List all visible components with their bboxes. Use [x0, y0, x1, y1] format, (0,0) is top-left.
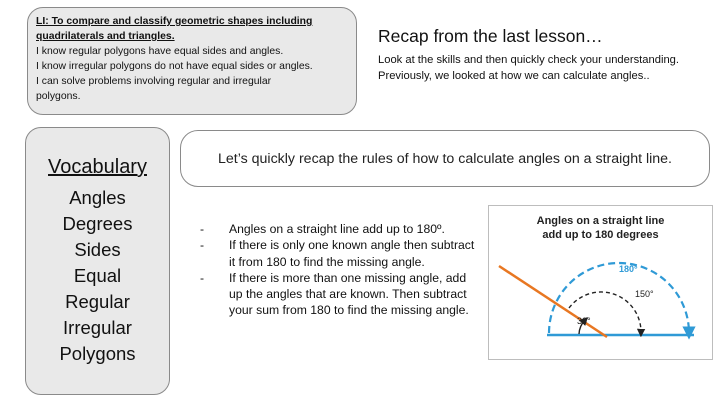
- vocab-word-degrees: Degrees: [62, 213, 133, 234]
- success-criteria-2: I know irregular polygons do not have equal sides or angles.: [36, 61, 313, 72]
- vocabulary-list: [26, 185, 169, 367]
- success-criteria-1: I know regular polygons have equal sides and angles.: [36, 46, 284, 57]
- rules-list: [200, 221, 480, 319]
- vocab-word-polygons: Polygons: [59, 343, 136, 364]
- rule-text: Angles on a straight line add up to 180º.: [229, 222, 445, 236]
- success-criteria-3: I can solve problems involving regular and irregular: [36, 76, 272, 87]
- diagram-title-line1: Angles on a straight line: [536, 215, 665, 227]
- diagram-title-line2: add up to 180 degrees: [542, 229, 659, 241]
- rule-bullet: -: [200, 270, 205, 285]
- angles-diagram-graphic: [489, 206, 712, 359]
- learning-intention-title-2: quadrilaterals and triangles.: [36, 31, 175, 42]
- vocab-word-regular: Regular: [65, 291, 130, 312]
- vocab-word-irregular: Irregular: [63, 317, 132, 338]
- recap-title: Recap from the last lesson…: [378, 26, 603, 46]
- learning-intention-box: [27, 7, 357, 115]
- recap-text: Look at the skills and then quickly check your understanding. Previously, we looked at how we can calculate angles..: [378, 54, 679, 82]
- angles-diagram: [488, 205, 713, 360]
- rule-item: [200, 237, 480, 270]
- success-criteria-4: polygons.: [36, 91, 81, 102]
- recap-banner: [180, 130, 710, 187]
- label-180: 180°: [619, 264, 638, 274]
- rule-bullet: -: [200, 222, 205, 236]
- vocab-word-equal: Equal: [73, 265, 122, 286]
- vocab-word-sides: Sides: [74, 239, 121, 260]
- rule-bullet: -: [200, 238, 205, 253]
- rule-text: If there is only one known angle then subtract it from 180 to find the missing angle.: [229, 238, 475, 269]
- vocab-word-angles: Angles: [69, 187, 126, 208]
- intersecting-line: [499, 266, 607, 337]
- rule-item: [200, 270, 480, 319]
- learning-intention-title-1: LI: To compare and classify geometric shapes including: [36, 16, 313, 27]
- rule-item: [200, 221, 480, 237]
- label-150: 150°: [635, 289, 654, 299]
- recap-banner-text: Let’s quickly recap the rules of how to calculate angles on a straight line.: [218, 150, 672, 167]
- label-30: 30°: [577, 316, 591, 326]
- rule-text: If there is more than one missing angle, add up the angles that are known. Then subtract your sum from 180 to find the missing angle.: [229, 270, 469, 318]
- vocabulary-title: Vocabulary: [48, 156, 147, 178]
- vocabulary-box: [25, 127, 170, 395]
